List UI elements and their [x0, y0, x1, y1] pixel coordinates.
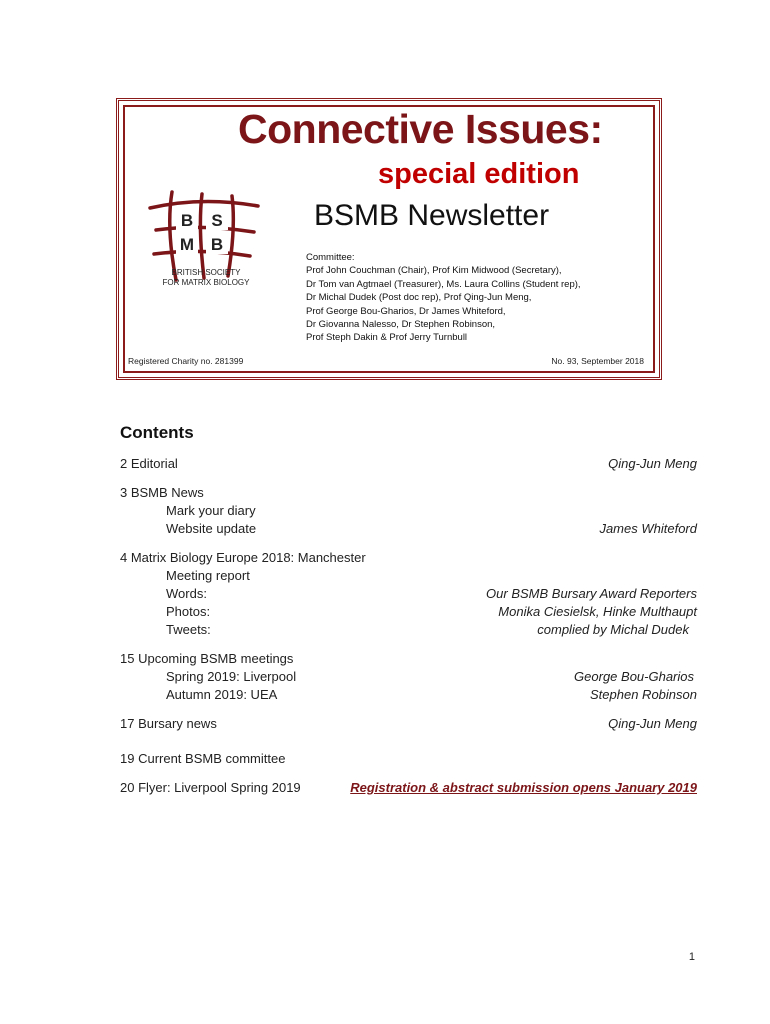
toc-subentry-label: Photos:: [166, 604, 211, 619]
toc-subentry-author: Stephen Robinson: [590, 687, 697, 702]
toc-subentry-author: George Bou-Gharios: [574, 669, 694, 684]
newsletter-subtitle: special edition: [378, 158, 580, 190]
toc-entry-flyer: [120, 779, 697, 797]
logo-letter-s: S: [211, 211, 223, 230]
toc-subentry-label: Mark your diary: [166, 503, 256, 518]
toc-subentry-author: complied by Michal Dudek: [537, 622, 689, 637]
committee-heading: Committee:: [306, 252, 355, 263]
logo-letter-b1: B: [180, 211, 194, 230]
toc-entry-title: 15 Upcoming BSMB meetings: [120, 651, 294, 666]
toc-subentry-label: Website update: [166, 521, 257, 536]
committee-line: Prof George Bou-Gharios, Dr James Whiteford,: [306, 305, 506, 317]
logo-caption: [148, 268, 264, 288]
toc-entry-author: Qing-Jun Meng: [608, 456, 697, 471]
committee-line: Dr Tom van Agtmael (Treasurer), Ms. Laura Collins (Student rep),: [306, 278, 581, 290]
toc-entry-upcoming-meetings: [120, 650, 697, 704]
toc-entry-title: 2 Editorial: [120, 456, 178, 471]
toc-subentry-author: Our BSMB Bursary Award Reporters: [486, 586, 697, 601]
toc-entry-editorial: [120, 455, 697, 473]
toc-entry-author: Qing-Jun Meng: [608, 716, 697, 731]
toc-subentry-author: Monika Ciesielsk, Hinke Multhaupt: [498, 604, 697, 619]
toc-entry-current-committee: [120, 750, 697, 768]
toc-entry-title: 4 Matrix Biology Europe 2018: Manchester: [120, 550, 366, 565]
logo-caption-line2: FOR MATRIX BIOLOGY: [162, 278, 250, 287]
toc-entry-title: 20 Flyer: Liverpool Spring 2019: [120, 780, 301, 795]
committee-list: [306, 251, 581, 345]
charity-number: Registered Charity no. 281399: [128, 356, 244, 366]
committee-line: Prof Steph Dakin & Prof Jerry Turnbull: [306, 332, 468, 344]
table-of-contents: [120, 455, 697, 797]
page-number: 1: [688, 951, 695, 963]
toc-entry-bsmb-news: [120, 484, 697, 538]
toc-subentry-label: Spring 2019: Liverpool: [166, 669, 297, 684]
flyer-registration-note: Registration & abstract submission opens January 2019: [350, 780, 697, 795]
toc-subentry-label: Meeting report: [166, 568, 250, 583]
toc-subentry-label: Tweets:: [166, 622, 211, 637]
toc-entry-title: 3 BSMB News: [120, 485, 204, 500]
issue-number: No. 93, September 2018: [551, 356, 644, 366]
logo-caption-line1: BRITISH SOCIETY: [171, 268, 241, 277]
toc-subentry-label: Words:: [166, 586, 207, 601]
newsletter-name: BSMB Newsletter: [314, 199, 550, 232]
logo-letter-m: M: [179, 235, 195, 254]
toc-subentry-label: Autumn 2019: UEA: [166, 687, 278, 702]
committee-line: Dr Giovanna Nalesso, Dr Stephen Robinson,: [306, 319, 496, 331]
toc-entry-title: 17 Bursary news: [120, 716, 217, 731]
toc-subentry-author: James Whiteford: [599, 521, 697, 536]
committee-line: Dr Michal Dudek (Post doc rep), Prof Qing-Jun Meng,: [306, 292, 532, 304]
contents-heading: Contents: [120, 423, 194, 442]
committee-line: Prof John Couchman (Chair), Prof Kim Midwood (Secretary),: [306, 265, 562, 277]
toc-entry-matrix-biology-europe: [120, 549, 697, 639]
toc-entry-title: 19 Current BSMB committee: [120, 751, 286, 766]
toc-entry-bursary-news: [120, 715, 697, 733]
newsletter-title: Connective Issues:: [238, 106, 603, 152]
logo-letter-b2: B: [210, 235, 224, 254]
